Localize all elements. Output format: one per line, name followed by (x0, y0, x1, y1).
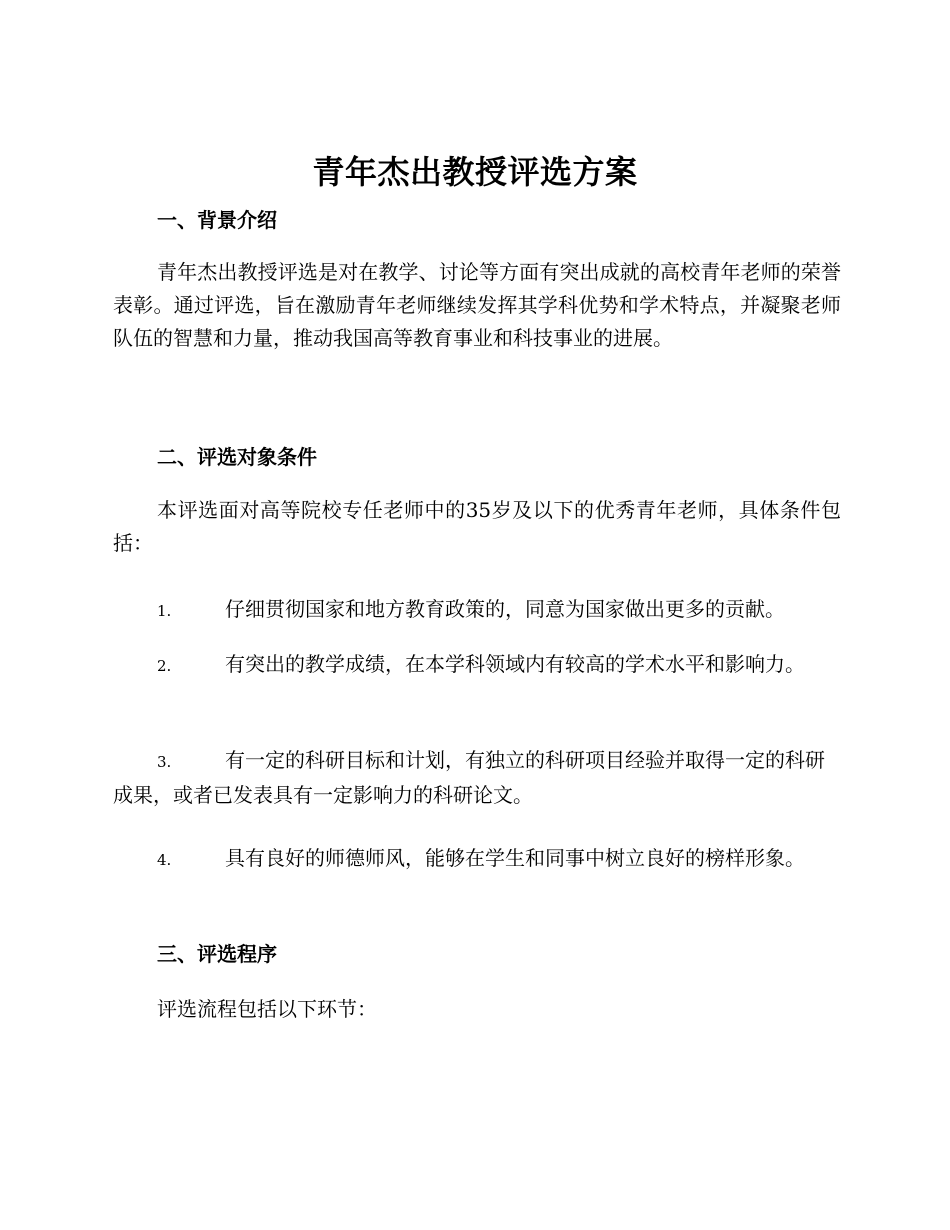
paragraph-eligibility-intro: 本评选面对高等院校专任老师中的35岁及以下的优秀青年老师，具体条件包括： (113, 498, 841, 555)
list-item-text: 有一定的科研目标和计划，有独立的科研项目经验并取得一定的科研成果，或者已发表具有一定影响力的科研论文。 (113, 748, 825, 807)
list-item (113, 593, 841, 628)
list-item (113, 842, 841, 877)
list-item (113, 648, 841, 683)
paragraph-background: 青年杰出教授评选是对在教学、讨论等方面有突出成就的高校青年老师的荣誉表彰。通过评选，旨在激励青年老师继续发挥其学科优势和学术特点，并凝聚老师队伍的智慧和力量，推动我国高等教育事业和科技事业的进展。 (113, 260, 841, 350)
list-item-number: 1. (157, 602, 172, 620)
list-item-text: 有突出的教学成绩，在本学科领域内有较高的学术水平和影响力。 (225, 652, 805, 676)
paragraph-procedure-intro: 评选流程包括以下环节： (157, 997, 377, 1021)
list-item-number: 4. (157, 851, 172, 869)
section-heading-background: 一、背景介绍 (157, 208, 277, 232)
list-item (113, 744, 841, 812)
document-title: 青年杰出教授评选方案 (312, 153, 638, 191)
section-heading-eligibility: 二、评选对象条件 (157, 445, 317, 469)
list-item-number: 2. (157, 657, 172, 675)
list-item-number: 3. (157, 753, 172, 771)
list-item-text: 具有良好的师德师风，能够在学生和同事中树立良好的榜样形象。 (225, 846, 805, 870)
section-heading-procedure: 三、评选程序 (157, 942, 277, 966)
list-item-text: 仔细贯彻国家和地方教育政策的，同意为国家做出更多的贡献。 (225, 597, 785, 621)
